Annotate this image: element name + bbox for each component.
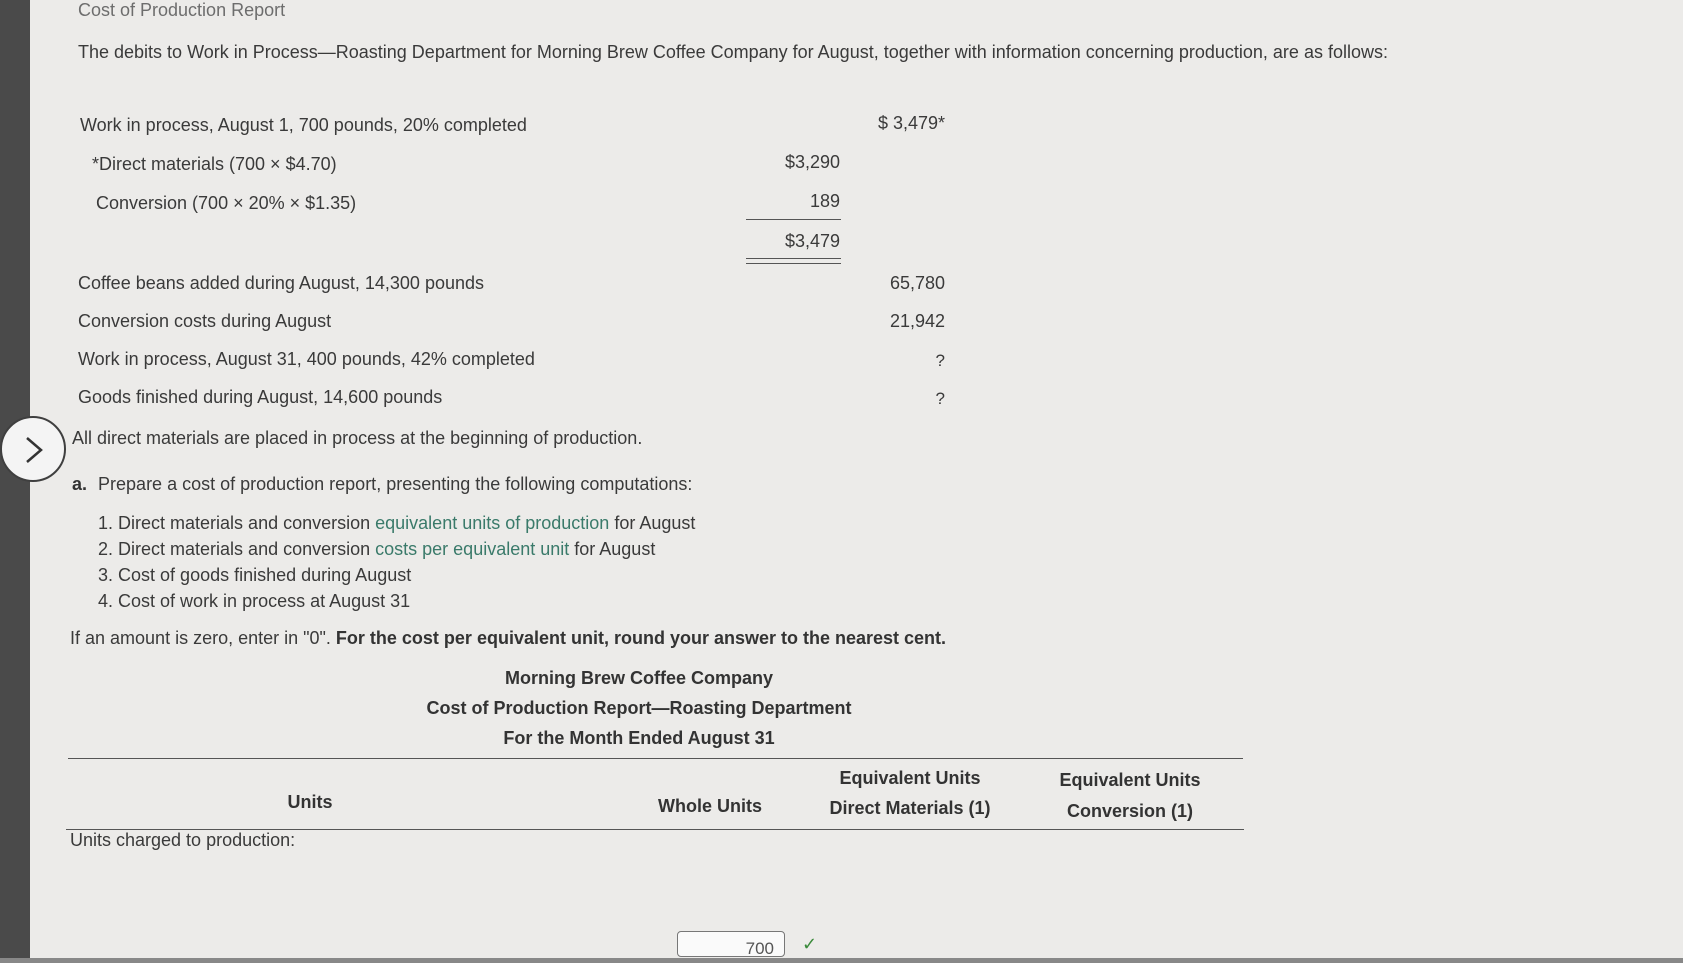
col-header-eq-dm-line2: Direct Materials (1) [829,798,991,818]
chevron-right-icon [22,436,46,464]
intro-text: The debits to Work in Process—Roasting Department for Morning Brew Coffee Company for August, together with information concerning production, are as follows: [78,42,1388,62]
conv-costs-amount: 21,942 [889,311,945,331]
check-icon: ✓ [802,934,818,954]
equivalent-units-link[interactable]: equivalent units of production [375,513,610,533]
computation-item-1: 1. Direct materials and conversion equivalent units of production for August [98,513,696,533]
question-part-a [72,474,692,495]
instruction-text: If an amount is zero, enter in "0". For the cost per equivalent unit, round your answer to the nearest cent. [70,628,947,648]
part-prompt: Prepare a cost of production report, presenting the following computations: [98,474,693,494]
wip-end-label: Work in process, August 31, 400 pounds, 42% completed [78,349,535,369]
col-header-eq-conv-line2: Conversion (1) [1066,801,1194,821]
subtotal-amount: $3,479 [784,231,840,251]
col-header-eq-conv-line1: Equivalent Units [1059,770,1201,790]
wip-begin-label: Work in process, August 1, 700 pounds, 20% completed [80,115,527,135]
beans-label: Coffee beans added during August, 14,300 pounds [78,273,485,293]
left-edge-bar [0,0,30,963]
col-header-units: Units [287,792,333,812]
bottom-edge [0,958,1683,963]
wip-end-amount: ? [935,351,945,370]
expand-panel-button[interactable] [0,416,66,482]
col-header-whole-units: Whole Units [658,796,762,816]
computation-list [98,510,695,614]
subtotal-double-rule [746,258,841,264]
report-company: Morning Brew Coffee Company [504,668,773,688]
report-title: Cost of Production Report—Roasting Department [426,698,852,718]
dm-label: *Direct materials (700 × $4.70) [92,154,337,174]
computation-item-3: 3. Cost of goods finished during August [98,565,412,585]
report-header-rule [68,758,1243,759]
conv-costs-label: Conversion costs during August [78,311,332,331]
conv-amount: 189 [809,191,840,211]
dm-amount: $3,290 [784,152,840,172]
content-sheet [30,0,1683,958]
computation-item-2: 2. Direct materials and conversion costs per equivalent unit for August [98,539,656,559]
computation-item-4: 4. Cost of work in process at August 31 [98,591,411,611]
wip-begin-whole-units-input[interactable]: 700 [677,931,785,957]
col-header-eq-dm-line1: Equivalent Units [839,768,981,788]
finished-label: Goods finished during August, 14,600 pounds [78,387,443,407]
conv-label: Conversion (700 × 20% × $1.35) [96,193,357,213]
beans-amount: 65,780 [889,273,945,293]
materials-note: All direct materials are placed in process at the beginning of production. [72,428,643,448]
cost-per-equivalent-unit-link[interactable]: costs per equivalent unit [375,539,570,559]
units-charged-label: Units charged to production: [70,830,296,850]
wip-begin-total: $ 3,479* [877,113,945,133]
finished-amount: ? [935,389,945,408]
section-title: Cost of Production Report [78,0,286,20]
report-period: For the Month Ended August 31 [503,728,775,748]
subtotal-rule [746,219,841,220]
part-letter: a. [72,474,88,494]
